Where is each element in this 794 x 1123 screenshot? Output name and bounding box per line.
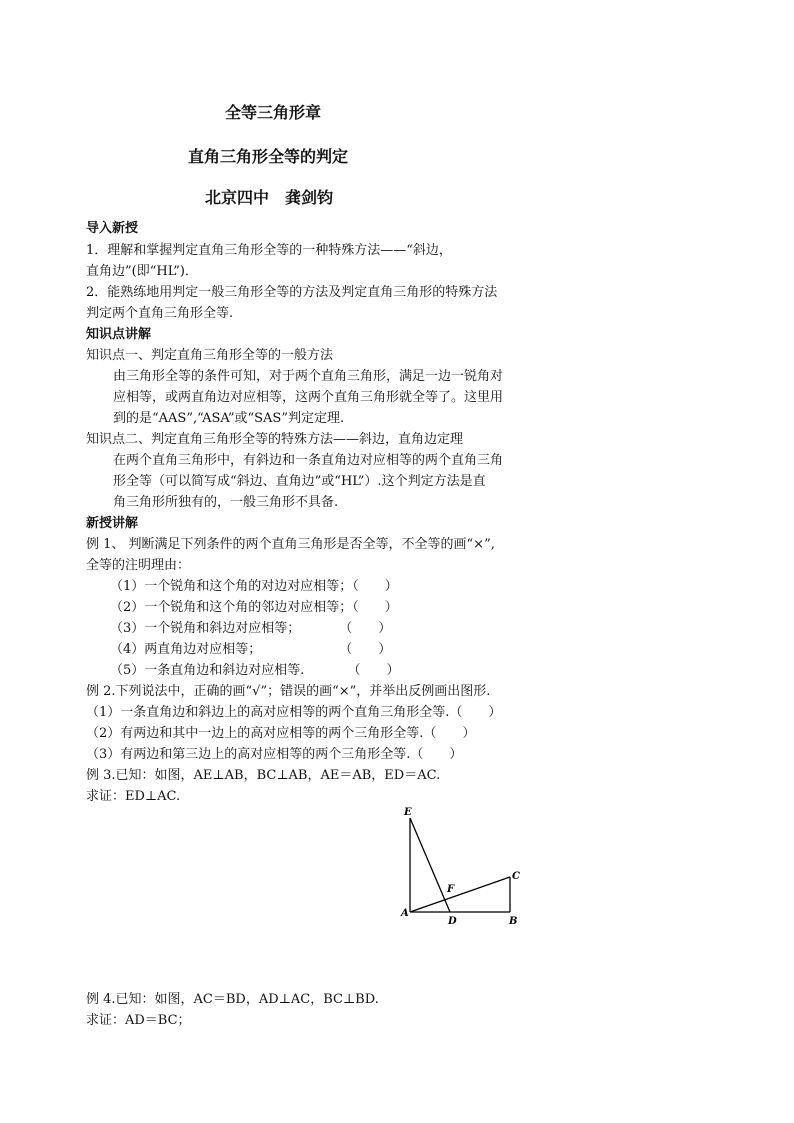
- example-1-item-2: （2）一个锐角和这个角的邻边对应相等；（ ）: [110, 600, 398, 615]
- label-b: B: [509, 916, 518, 927]
- knowledge-point-1-line-1: 由三角形全等的条件可知，对于两个直角三角形，满足一边一锐角对: [113, 369, 504, 384]
- label-e: E: [404, 807, 412, 818]
- label-d: D: [448, 916, 457, 927]
- example-2-item-2: （2）有两边和其中一边上的高对应相等的两个三角形全等.（ ）: [86, 726, 476, 741]
- example-1-line-2: 全等的注明理由：: [86, 558, 191, 573]
- intro-line-2: 直角边”(即“HL”)．: [86, 264, 198, 279]
- knowledge-point-2-line-1: 在两个直角三角形中，有斜边和一条直角边对应相等的两个直角三角: [113, 453, 504, 468]
- example-1-item-1: （1）一个锐角和这个角的对边对应相等；（ ）: [110, 579, 398, 594]
- author-line: 北京四中 龚剑钧: [205, 188, 334, 207]
- example-2-line: 例 2.下列说法中，正确的画“√”；错误的画“×”，并举出反例画出图形.: [86, 684, 491, 699]
- geometry-figure: [395, 800, 525, 930]
- example-2-item-3: （3）有两边和第三边上的高对应相等的两个三角形全等.（ ）: [86, 747, 463, 762]
- lesson-heading: 新授讲解: [86, 516, 139, 531]
- knowledge-point-2-title: 知识点二、判定直角三角形全等的特殊方法——斜边，直角边定理: [86, 432, 464, 447]
- knowledge-point-1-line-3: 到的是“AAS”,“ASA”或“SAS”判定定理.: [113, 411, 345, 426]
- example-4-line-2: 求证：AD＝BC；: [86, 1013, 191, 1028]
- label-c: C: [512, 871, 520, 882]
- knowledge-heading: 知识点讲解: [86, 327, 152, 342]
- intro-line-3: 2．能熟练地用判定一般三角形全等的方法及判定直角三角形的特殊方法: [86, 285, 498, 300]
- triangle-diagram: [395, 800, 525, 930]
- knowledge-point-1-line-2: 应相等，或两直角边对应相等，这两个直角三角形就全等了。这里用: [113, 390, 504, 405]
- chapter-title: 全等三角形章: [225, 103, 322, 122]
- knowledge-point-1-title: 知识点一、判定直角三角形全等的一般方法: [86, 348, 334, 363]
- example-2-item-1: （1）一条直角边和斜边上的高对应相等的两个直角三角形全等.（ ）: [86, 705, 502, 720]
- intro-line-1: 1．理解和掌握判定直角三角形全等的一种特殊方法——“斜边，: [86, 243, 452, 258]
- label-a: A: [401, 908, 409, 919]
- example-3-line-2: 求证：ED⊥AC.: [86, 789, 181, 804]
- example-1-line-1: 例 1、 判断满足下列条件的两个直角三角形是否全等，不全等的画“×”,: [86, 537, 495, 552]
- intro-heading: 导入新授: [86, 221, 139, 236]
- example-1-item-3: （3）一个锐角和斜边对应相等； （ ）: [110, 621, 392, 636]
- lesson-title: 直角三角形全等的判定: [188, 147, 349, 166]
- example-4-line-1: 例 4.已知：如图，AC＝BD，AD⊥AC，BC⊥BD.: [86, 992, 379, 1007]
- knowledge-point-2-line-3: 角三角形所独有的，一般三角形不具备.: [113, 495, 339, 510]
- label-f: F: [447, 884, 455, 895]
- example-1-item-5: （5）一条直角边和斜边对应相等. （ ）: [110, 663, 400, 678]
- example-1-item-4: （4）两直角边对应相等； （ ）: [110, 642, 392, 657]
- example-3-line-1: 例 3.已知：如图，AE⊥AB，BC⊥AB，AE＝AB，ED＝AC.: [86, 768, 441, 783]
- knowledge-point-2-line-2: 形全等（可以简写成“斜边、直角边”或“HL”）.这个判定方法是直: [113, 474, 486, 489]
- intro-line-4: 判定两个直角三角形全等.: [86, 306, 234, 321]
- segment-ac: [410, 877, 510, 912]
- segment-ed: [410, 818, 450, 912]
